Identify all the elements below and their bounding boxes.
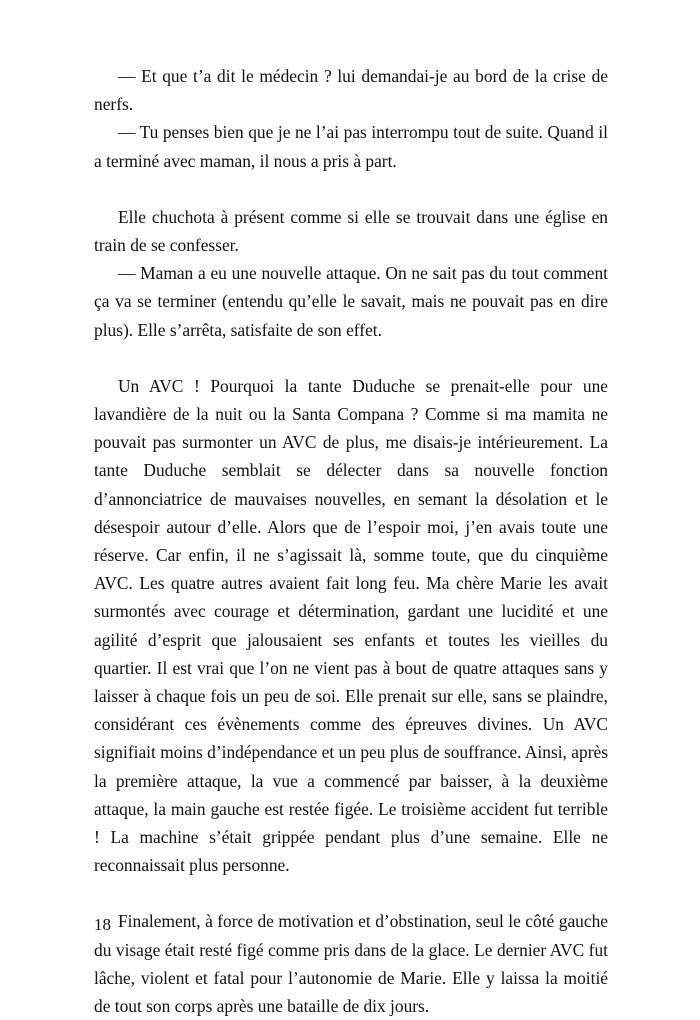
page-body — [94, 62, 608, 1020]
paragraph-avc: Un AVC ! Pourquoi la tante Duduche se prenait-elle pour une lavandière de la nuit ou la Santa Compana ? Comme si ma mamita ne pouvait pas surmonter un AVC de plus, me disais-je intérieurement. La tante Duduche semblait se délecter dans sa nouvelle fonction d’annonciatrice de mauvaises nouvelles, en semant la désolation et le désespoir autour d’elle. Alors que de l’espoir moi, j’en avais toute une réserve. Car enfin, il ne s’agissait là, somme toute, que du cinquième AVC. Les quatre autres avaient fait long feu. Ma chère Marie les avait surmontés avec courage et détermination, gardant une lucidité et une agilité d’esprit que jalousaient ses enfants et toutes les vieilles du quartier. Il est vrai que l’on ne vient pas à bout de quatre attaques sans y laisser à chaque fois un peu de soi. Elle prenait sur elle, sans se plaindre, considérant ces évènements comme des épreuves divines. Un AVC signifiait moins d’indépendance et un peu plus de souffrance. Ainsi, après la première attaque, la vue a commencé par baisser, à la deuxième attaque, la main gauche est restée figée. Le troisième accident fut terrible ! La machine s’était grippée pendant plus d’une semaine. Elle ne reconnaissait plus personne. — [94, 375, 608, 876]
paragraph-whisper: Elle chuchota à présent comme si elle se trouvait dans une église en train de se confesser. — [94, 206, 608, 256]
paragraph-dialogue-3: — Maman a eu une nouvelle attaque. On ne sait pas du tout comment ça va se terminer (entendu qu’elle le savait, mais ne pouvait pas en dire plus). Elle s’arrêta, satisfaite de son effet. — [94, 263, 608, 340]
paragraph-dialogue-1: — Et que t’a dit le médecin ? lui demandai-je au bord de la crise de nerfs. — [94, 66, 608, 115]
paragraph-finally: Finalement, à force de motivation et d’obstination, seul le côté gauche du visage était resté figé comme pris dans de la glace. Le dernier AVC fut lâche, violent et fatal pour l’autonomie de Marie. Elle y laissa la moitié de tout son corps après une bataille de dix jours. — [94, 911, 608, 1017]
paragraph-dialogue-2: — Tu penses bien que je ne l’ai pas interrompu tout de suite. Quand il a terminé avec maman, il nous a pris à part. — [94, 122, 608, 171]
page-number: 18 — [94, 915, 111, 934]
